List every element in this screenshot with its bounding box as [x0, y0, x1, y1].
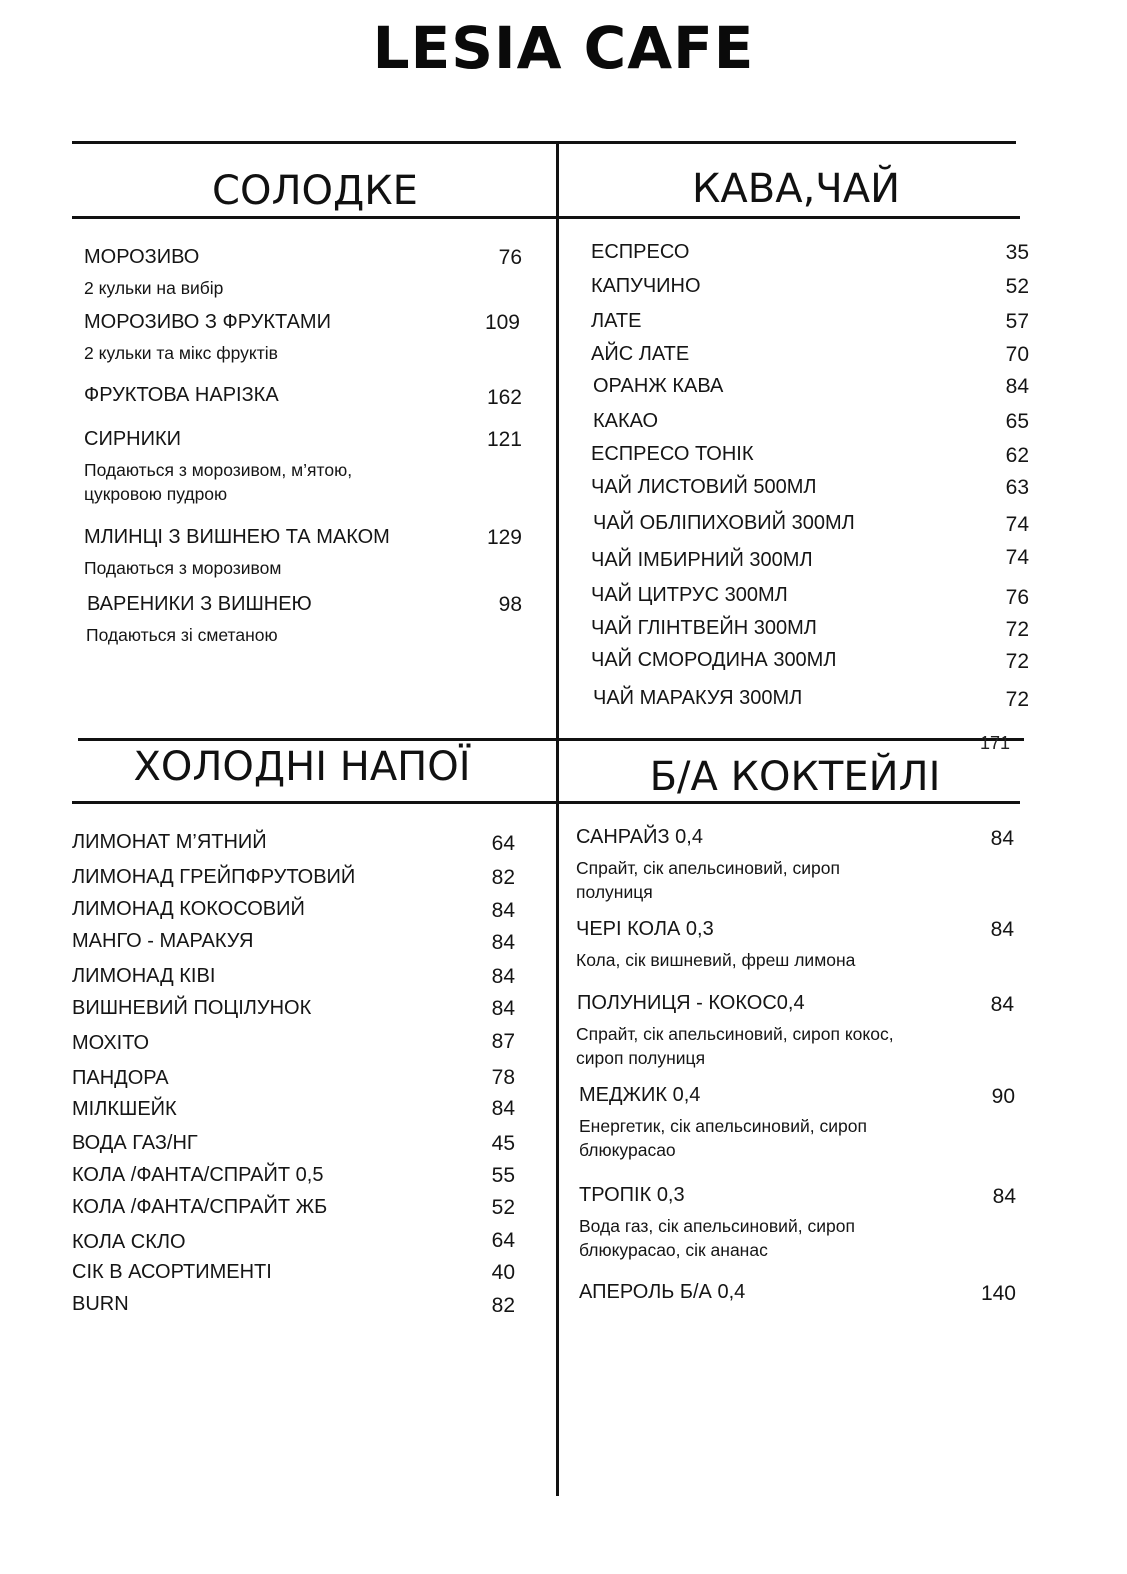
stray-price-label: 171	[980, 733, 1011, 753]
menu-item-name: ЛИМОНАД КОКОСОВИЙ	[72, 898, 305, 920]
menu-item-price: 98	[498, 593, 522, 616]
menu-item-price: 84	[491, 1097, 515, 1120]
menu-item-name: МЕДЖИК 0,4	[579, 1084, 701, 1106]
menu-item-name: ЛАТЕ	[591, 310, 642, 332]
menu-item-name: КАПУЧИНО	[591, 275, 701, 297]
divider-lower-header-left	[72, 801, 558, 804]
menu-item-price: 74	[1005, 546, 1029, 569]
section-heading-coffee-tea: КАВА,ЧАЙ	[692, 166, 900, 212]
menu-item-name: МОХІТО	[72, 1032, 150, 1054]
menu-item-price: 62	[1005, 444, 1029, 467]
menu-item-price: 84	[491, 899, 515, 922]
menu-item-name: ЧАЙ МАРАКУЯ 300МЛ	[593, 687, 803, 709]
menu-item-price: 90	[991, 1085, 1015, 1108]
menu-item-name: ЛИМОНАД ГРЕЙПФРУТОВИЙ	[72, 866, 356, 888]
menu-item-price: 82	[491, 1294, 515, 1317]
menu-item-name: ЛИМОНАД КІВІ	[72, 965, 216, 987]
menu-item-description: Спрайт, сік апельсиновий, сироп полуниця	[576, 858, 840, 902]
menu-item-name: КОЛА /ФАНТА/СПРАЙТ ЖБ	[72, 1196, 328, 1218]
menu-item-price: 84	[491, 931, 515, 954]
menu-item-price: 63	[1005, 476, 1029, 499]
menu-item-description: Енергетик, сік апельсиновий, сироп блюкурасао	[579, 1116, 867, 1160]
divider-vertical	[556, 141, 559, 1496]
menu-item-name: ЧАЙ СМОРОДИНА 300МЛ	[591, 649, 837, 671]
menu-item-name: ФРУКТОВА НАРІЗКА	[84, 384, 279, 406]
menu-item-price: 84	[990, 993, 1014, 1016]
menu-item-name: МОРОЗИВО	[84, 246, 200, 268]
menu-item-name: КАКАО	[593, 410, 659, 432]
menu-item-description: 2 кульки та мікс фруктів	[84, 343, 278, 363]
menu-item-name: ВИШНЕВИЙ ПОЦІЛУНОК	[72, 997, 312, 1019]
menu-item-price: 35	[1005, 241, 1029, 264]
menu-item-name: BURN	[72, 1293, 129, 1315]
menu-item-price: 84	[491, 997, 515, 1020]
menu-item-price: 55	[491, 1164, 515, 1187]
menu-item-name: СИРНИКИ	[84, 428, 182, 450]
menu-item-description: Вода газ, сік апельсиновий, сироп блюкурасао, сік ананас	[579, 1216, 855, 1260]
menu-item-price: 76	[498, 246, 522, 269]
menu-item-name: ОРАНЖ КАВА	[593, 375, 724, 397]
menu-item-name: МІЛКШЕЙК	[72, 1098, 177, 1120]
menu-item-price: 65	[1005, 410, 1029, 433]
menu-item-price: 84	[992, 1185, 1016, 1208]
menu-item-name: АЙС ЛАТЕ	[591, 343, 690, 365]
menu-item-name: ЧАЙ ОБЛІПИХОВИЙ 300МЛ	[593, 512, 855, 534]
menu-item-price: 84	[990, 827, 1014, 850]
menu-item-name: ЧАЙ ЛИСТОВИЙ 500МЛ	[591, 476, 817, 498]
menu-item-description: Подаються зі сметаною	[86, 625, 278, 645]
menu-item-price: 52	[1005, 275, 1029, 298]
menu-item-price: 140	[980, 1282, 1016, 1305]
menu-item-price: 162	[486, 386, 522, 409]
menu-item-name: ЧАЙ ЦИТРУС 300МЛ	[591, 584, 788, 606]
menu-item-price: 84	[491, 965, 515, 988]
menu-item-description: Спрайт, сік апельсиновий, сироп кокос, сироп полуниця	[576, 1024, 894, 1068]
menu-item-price: 64	[491, 1229, 515, 1252]
menu-item-name: ТРОПІК 0,3	[579, 1184, 685, 1206]
menu-item-name: ЧАЙ ІМБИРНИЙ 300МЛ	[591, 549, 813, 571]
menu-item-name: ЛИМОНАТ М’ЯТНИЙ	[72, 831, 267, 853]
divider-lower-header-right	[558, 801, 1020, 804]
menu-item-price: 57	[1005, 310, 1029, 333]
menu-item-price: 70	[1005, 343, 1029, 366]
menu-item-price: 129	[486, 526, 522, 549]
menu-item-name: АПЕРОЛЬ Б/А 0,4	[579, 1281, 746, 1303]
menu-item-price: 45	[491, 1132, 515, 1155]
menu-item-name: ЕСПРЕСО ТОНІК	[591, 443, 754, 465]
menu-item-name: ЧЕРІ КОЛА 0,3	[576, 918, 714, 940]
section-heading-cold-drinks: ХОЛОДНІ НАПОЇ	[133, 744, 471, 790]
menu-item-name: ВОДА ГАЗ/НГ	[72, 1132, 198, 1154]
divider-header-bottom-left	[72, 216, 558, 219]
menu-item-description: Кола, сік вишневий, фреш лимона	[576, 950, 856, 970]
section-heading-sweet: СОЛОДКЕ	[212, 168, 418, 214]
menu-item-name: КОЛА /ФАНТА/СПРАЙТ 0,5	[72, 1164, 324, 1186]
menu-item-price: 109	[484, 311, 520, 334]
menu-item-price: 72	[1005, 650, 1029, 673]
page-title: LESIA CAFE	[372, 14, 755, 82]
menu-item-name: ЧАЙ ГЛІНТВЕЙН 300МЛ	[591, 617, 817, 639]
menu-item-price: 72	[1005, 618, 1029, 641]
divider-middle	[78, 738, 1024, 741]
menu-item-name: КОЛА СКЛО	[72, 1231, 186, 1253]
menu-item-price: 76	[1005, 586, 1029, 609]
menu-item-name: МЛИНЦІ З ВИШНЕЮ ТА МАКОМ	[84, 526, 390, 548]
menu-item-price: 74	[1005, 513, 1029, 536]
menu-item-price: 64	[491, 832, 515, 855]
divider-header-bottom-right	[558, 216, 1020, 219]
section-heading-cocktails: Б/А КОКТЕЙЛІ	[649, 754, 941, 800]
menu-item-name: СІК В АСОРТИМЕНТІ	[72, 1261, 272, 1283]
menu-item-price: 40	[491, 1261, 515, 1284]
menu-item-name: ВАРЕНИКИ З ВИШНЕЮ	[87, 593, 312, 615]
divider-top	[72, 141, 1016, 144]
menu-item-description: Подаються з морозивом, м’ятою, цукровою пудрою	[84, 460, 353, 504]
menu-item-price: 84	[1005, 375, 1029, 398]
menu-item-price: 87	[491, 1030, 515, 1053]
menu-item-description: Подаються з морозивом	[84, 558, 282, 578]
menu-item-name: САНРАЙЗ 0,4	[576, 826, 703, 848]
menu-item-price: 78	[491, 1066, 515, 1089]
menu-item-price: 121	[486, 428, 522, 451]
menu-item-name: ПАНДОРА	[72, 1067, 169, 1089]
menu-item-price: 52	[491, 1196, 515, 1219]
menu-item-price: 72	[1005, 688, 1029, 711]
menu-item-name: МАНГО - МАРАКУЯ	[72, 930, 254, 952]
menu-item-price: 84	[990, 918, 1014, 941]
menu-item-price: 82	[491, 866, 515, 889]
menu-item-name: ПОЛУНИЦЯ - КОКОС0,4	[577, 992, 805, 1014]
menu-item-description: 2 кульки на вибір	[84, 278, 224, 298]
menu-item-name: МОРОЗИВО З ФРУКТАМИ	[84, 311, 331, 333]
menu-item-name: ЕСПРЕСО	[591, 241, 690, 263]
